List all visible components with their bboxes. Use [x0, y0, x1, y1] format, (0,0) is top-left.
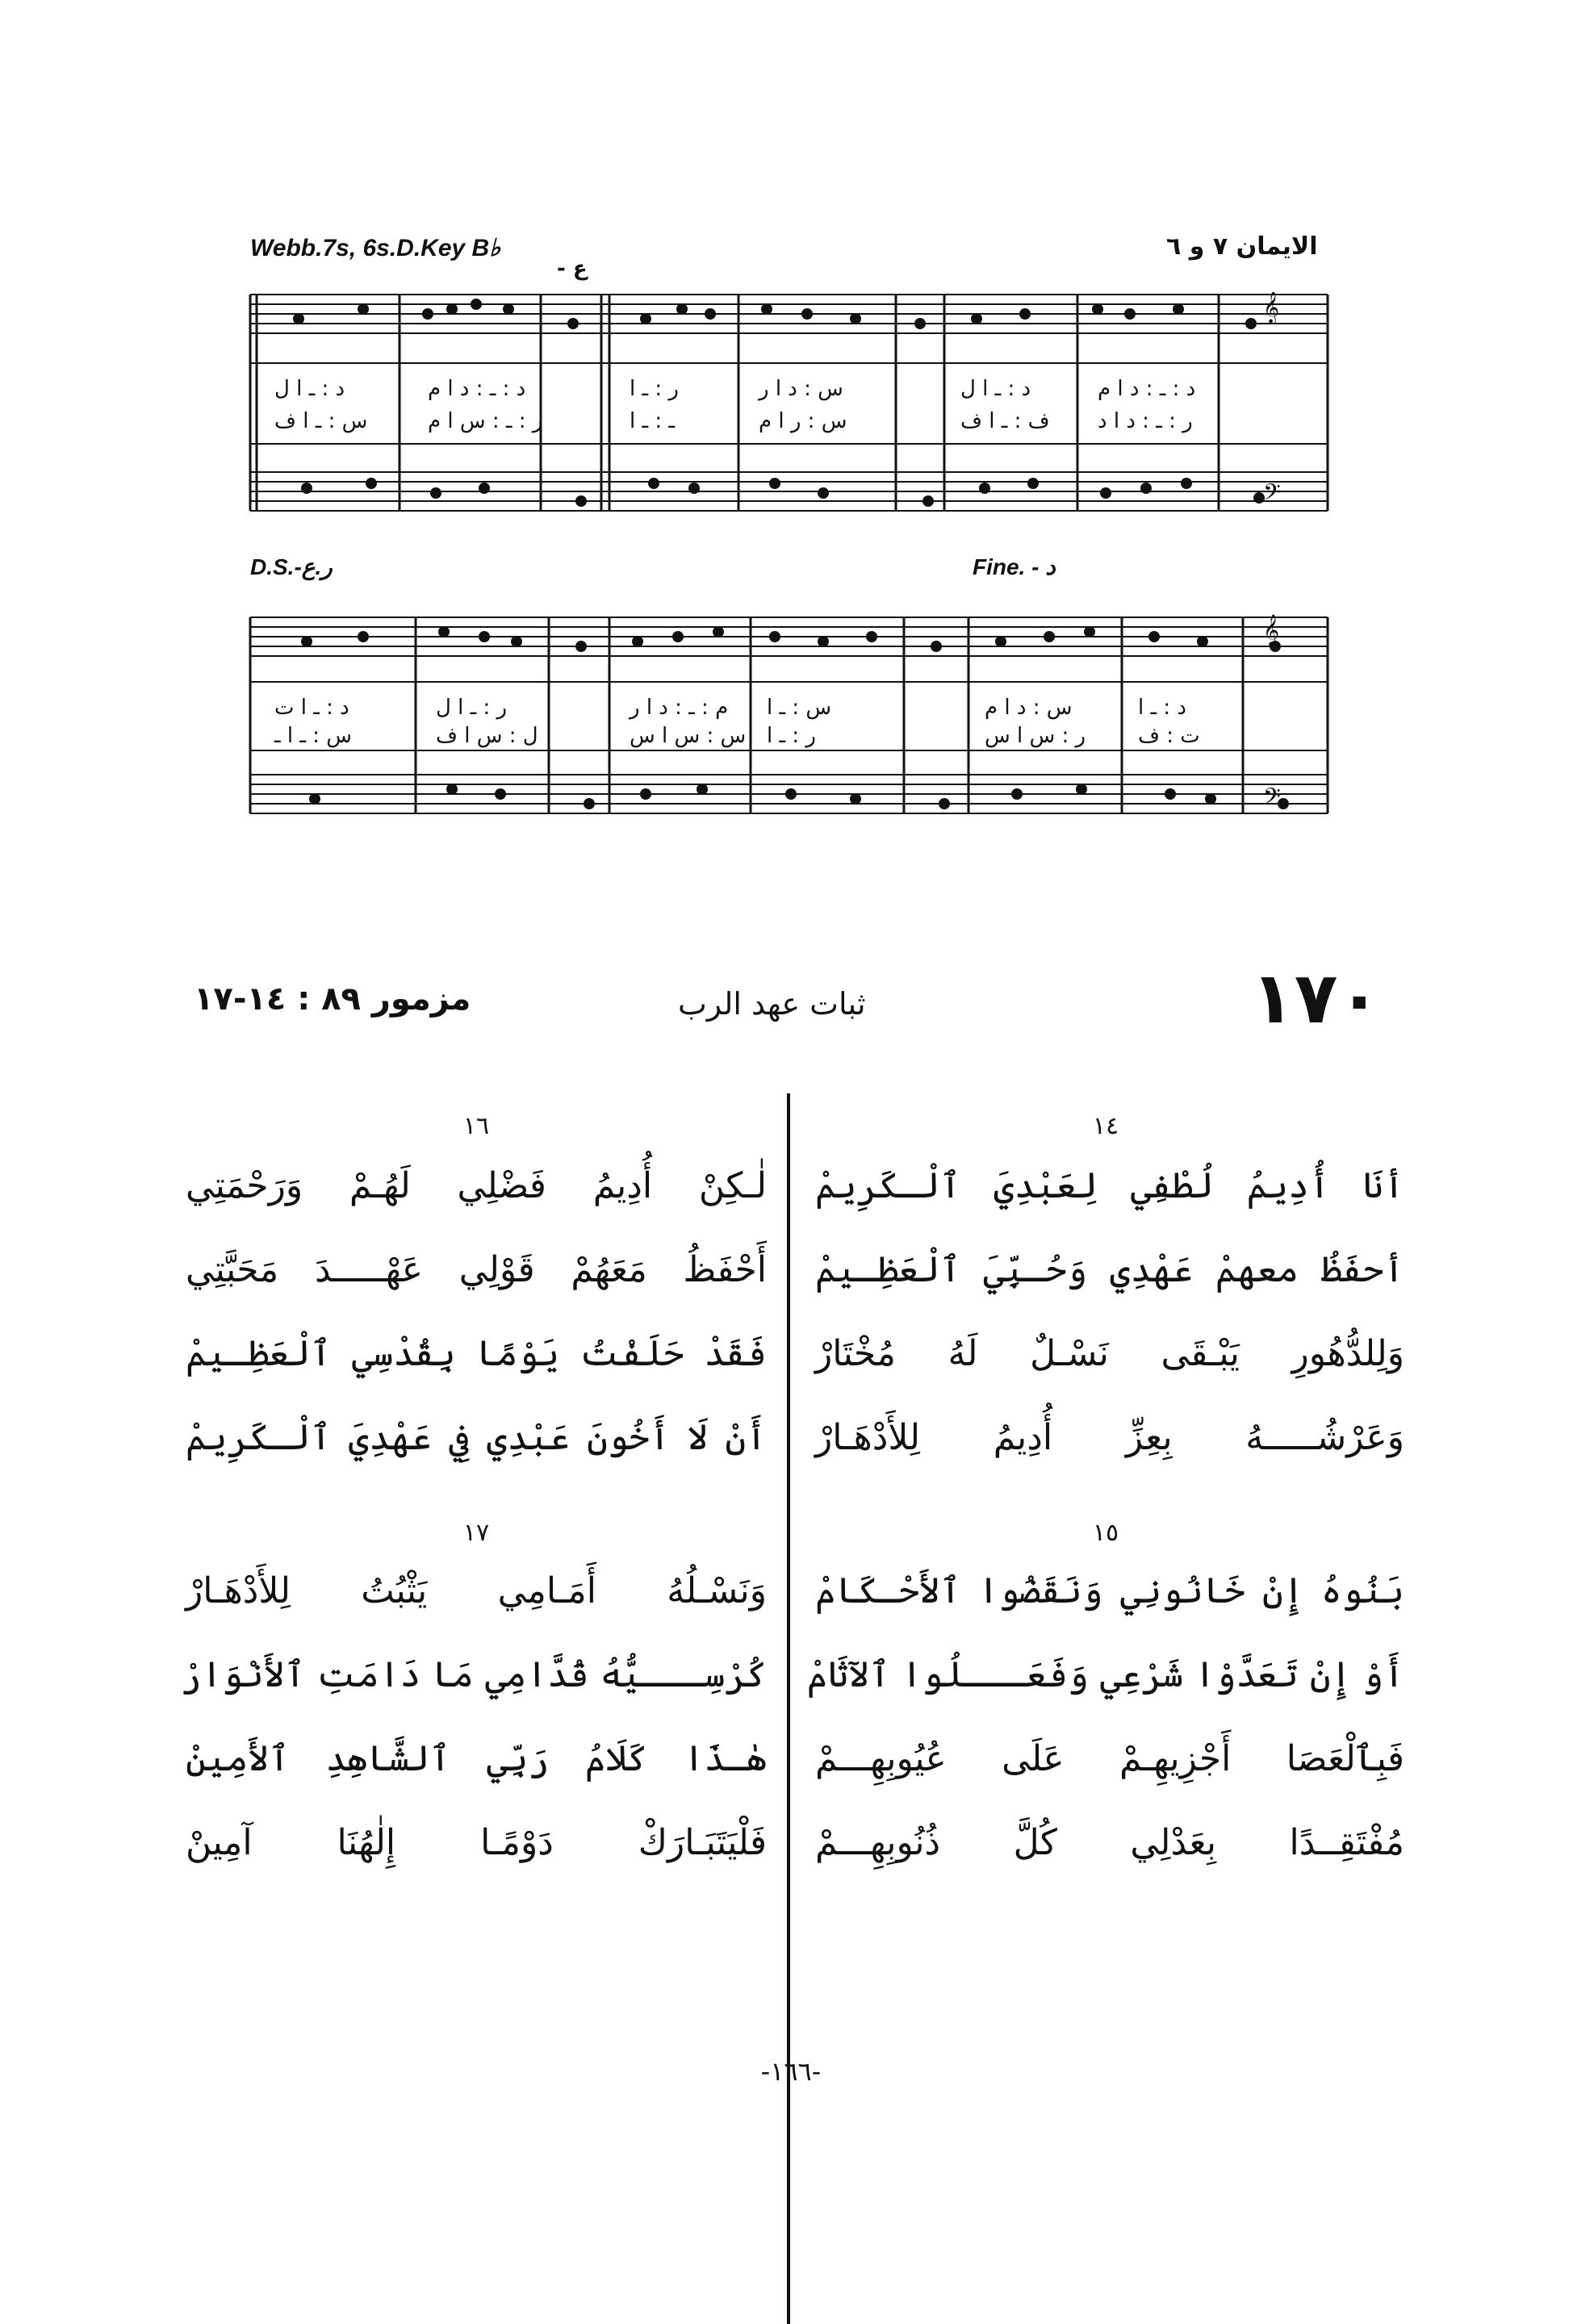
svg-text:𝄢: 𝄢 [1263, 479, 1281, 512]
verse-number-15: ١٥ [1092, 1519, 1119, 1547]
svg-text:س : ـ ا: س : ـ ا [767, 696, 832, 720]
svg-text:س : ر ا م: س : ر ا م [759, 409, 847, 433]
verse-line: كُرْسِـــيُّهُ قُدَّامِي مَا دَامَتِ ٱلأَنْوَارْ [180, 1654, 767, 1695]
verse-line: أنَا أُدِيمُ لُطْفِي لِعَبْدِيَ ٱلْـكَرِيمْ [815, 1165, 1404, 1206]
svg-text:ر : ـ : د ا د: ر : ـ : د ا د [1098, 409, 1193, 433]
verse-14 [815, 1165, 1404, 1504]
page-number: -١٦٦- [760, 2056, 822, 2087]
svg-text:د : ـ ا ت: د : ـ ا ت [274, 696, 349, 720]
verse-15 [806, 1570, 1404, 1909]
verse-line: وَنَسْـلُهُ أَمَـامِي يَثْبُتُ لِلأَدْهَـارْ [186, 1570, 767, 1611]
svg-text:𝄞: 𝄞 [1263, 291, 1280, 324]
verse-line: أَحْفَظُ مَعَهُمْ قَوْلِي عَهْـــــدَ مَحَبَّتِي [186, 1249, 767, 1290]
svg-text:س : د ا م: س : د ا م [985, 696, 1073, 720]
verse-line: بَنُوهُ إِنْ خَانُونِي وَنَقَضُوا ٱلأَحْـكَامْ [815, 1570, 1404, 1611]
svg-text:س : س ا س: س : س ا س [630, 724, 747, 748]
verse-line: لٰـكِنْ أُدِيمُ فَضْلِي لَهُـمْ وَرَحْمَتِي [186, 1165, 767, 1206]
svg-text:د : ـ : د ا م: د : ـ : د ا م [428, 377, 526, 401]
svg-text:د : ـ ا ل: د : ـ ا ل [274, 377, 345, 401]
verse-line: أحفَظُ معهمْ عَهْدِي وَحُـبِّيَ ٱلْعَظِـيمْ [815, 1249, 1404, 1290]
scripture-reference: مزمور ٨٩ : ١٤-١٧ [194, 980, 471, 1018]
fine-mark: Fine. - د [973, 554, 1056, 579]
svg-text:ر : س ا س: ر : س ا س [985, 724, 1086, 748]
tune-meter: الايمان ٧ و ٦ [1166, 232, 1318, 261]
verse-line: فَبِٱلْعَصَا أَجْزِيهِـمْ عَلَى عُيُوبِهِـــمْ [815, 1738, 1404, 1779]
svg-text:س : د ا ر: س : د ا ر [759, 377, 843, 401]
svg-text:ل : س ا ف: ل : س ا ف [436, 724, 538, 748]
svg-text:ت : ف: ت : ف [1138, 724, 1200, 748]
svg-text:ـ : ـ ا: ـ : ـ ا [630, 409, 676, 433]
svg-text:ر : ـ ا ل: ر : ـ ا ل [436, 696, 508, 720]
verse-line: أَوْ إِنْ تَعَدَّوْا شَرْعِي وَفَعَـــلُوا ٱلآثَامْ [806, 1654, 1404, 1695]
verse-number-17: ١٧ [462, 1519, 490, 1547]
svg-text:م : ـ : د ا ر: م : ـ : د ا ر [630, 696, 729, 720]
verse-line: فَقَدْ حَلَفْتُ يَوْمًا بِقُدْسِي ٱلْعَظِـيمْ [186, 1333, 767, 1374]
svg-text:د : ـ ا: د : ـ ا [1138, 696, 1186, 720]
svg-text:د : ـ ا ل: د : ـ ا ل [960, 377, 1031, 401]
svg-text:س : ـ ا ف: س : ـ ا ف [274, 409, 368, 433]
verse-line: وَلِلدُّهُورِ يَبْـقَى نَسْـلٌ لَهُ مُخْتَارْ [815, 1333, 1404, 1374]
hymn-number: ١٧٠ [1251, 956, 1382, 1039]
verse-line: أَنْ لَا أَخُونَ عَبْدِي فِي عَهْدِيَ ٱلْـكَرِيمْ [186, 1417, 767, 1458]
verse-number-14: ١٤ [1092, 1112, 1119, 1140]
music-score-system-2 [242, 581, 1340, 839]
verse-16 [186, 1165, 767, 1504]
verse-17 [180, 1570, 767, 1909]
svg-text:𝄞: 𝄞 [1263, 614, 1280, 646]
verse-line: هٰـذَا كَلَامُ رَبِّي ٱلشَّاهِدِ ٱلأَمِينْ [186, 1738, 767, 1779]
verse-number-16: ١٦ [462, 1112, 490, 1140]
svg-text:س : ـ ا ـ: س : ـ ا ـ [274, 724, 353, 748]
svg-text:ر : ـ ا: ر : ـ ا [630, 377, 679, 401]
svg-text:ف : ـ ا ف: ف : ـ ا ف [960, 409, 1050, 433]
verse-line: مُفْتَقِــدًا بِعَدْلِي كُلَّ ذُنُوبِهِـــمْ [815, 1822, 1404, 1863]
verse-line: فَلْيَتَبَـارَكْ دَوْمًـا إِلٰهُنَا آمِينْ [186, 1822, 767, 1863]
svg-text:د : ـ : د ا م: د : ـ : د ا م [1098, 377, 1196, 401]
svg-text:ر : ـ : س ا م: ر : ـ : س ا م [428, 409, 543, 433]
music-score-system-1 [242, 274, 1340, 533]
repeat-mark: ع - [557, 257, 588, 281]
tune-info: Webb.7s, 6s.D.Key B♭ [250, 235, 501, 261]
ds-mark: D.S.-ر.ع [250, 554, 333, 579]
svg-text:𝄢: 𝄢 [1263, 784, 1281, 816]
hymn-title: ثبات عهد الرب [678, 986, 866, 1022]
verse-line: وَعَرْشُـــــهُ بِعِزِّ أُدِيمُ لِلأَدْهَـارْ [815, 1417, 1404, 1458]
svg-text:ر : ـ ا: ر : ـ ا [767, 724, 816, 748]
column-divider [787, 1093, 790, 2324]
